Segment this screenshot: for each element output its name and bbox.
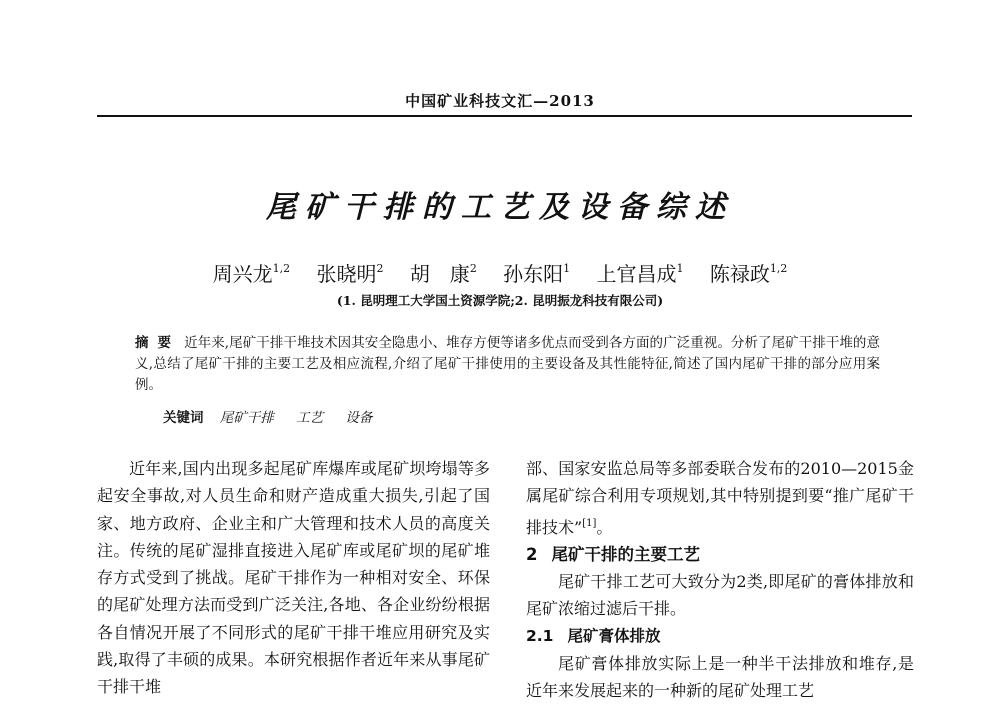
abstract-label: 摘要: [135, 335, 181, 351]
author-name: 胡 康: [409, 262, 470, 286]
subsection-number: 2.1: [526, 626, 554, 645]
author: [410, 262, 477, 286]
subsection-heading: [526, 623, 914, 650]
affiliations: (1. 昆明理工大学国土资源学院;2. 昆明振龙科技有限公司): [336, 293, 664, 308]
abstract-text: 近年来,尾矿干排干堆技术因其安全隐患小、堆存方便等诸多优点而受到各方面的广泛重视。分析了尾矿干排干堆的意义,总结了尾矿干排的主要工艺及相应流程,介绍了尾矿干排使用的主要设备及其性能特征,简述了国内尾矿干排的部分应用案例。: [135, 335, 880, 393]
author-affil-mark: 1,2: [769, 262, 788, 275]
author-name: 周兴龙: [212, 262, 273, 286]
author: [597, 262, 684, 286]
paragraph-text: 部、国家安监总局等多部委联合发布的2010—2015金属尾矿综合利用专项规划,其中特别提到要“推广尾矿干排技术”: [526, 459, 914, 537]
author-affil-mark: 1: [676, 262, 684, 275]
keyword: 尾矿干排: [219, 410, 274, 426]
paper-title: 尾矿干排的工艺及设备综述: [266, 190, 734, 225]
body-column-left: [97, 455, 490, 701]
author-affil-mark: 1,2: [272, 262, 291, 275]
section-number: 2: [526, 544, 538, 564]
running-head: 中国矿业科技文汇—2013: [405, 92, 595, 110]
author: [213, 262, 291, 286]
section-heading: [526, 541, 914, 568]
author-name: 孙东阳: [503, 262, 564, 286]
body-paragraph: 近年来,国内出现多起尾矿库爆库或尾矿坝垮塌等多起安全事故,对人员生命和财产造成重大损失,引起了国家、地方政府、企业主和广大管理和技术人员的高度关注。传统的尾矿湿排直接进入尾矿库或尾矿坝的尾矿堆存方式受到了挑战。尾矿干排作为一种相对安全、环保的尾矿处理方法而受到广泛关注,各地、各企业纷纷根据各自情况开展了不同形式的尾矿干排干堆应用研究及实践,取得了丰硕的成果。本研究根据作者近年来从事尾矿干排干堆: [97, 459, 490, 697]
author-name: 张晓明: [316, 262, 377, 286]
author-name: 陈禄政: [709, 262, 770, 286]
author-affil-mark: 1: [563, 262, 571, 275]
header-rule: [97, 115, 912, 117]
author: [503, 262, 570, 286]
body-paragraph: 尾矿膏体排放实际上是一种半干法排放和堆存,是近年来发展起来的一种新的尾矿处理工艺: [526, 654, 914, 701]
author-affil-mark: 2: [376, 262, 384, 275]
author-name: 上官昌成: [596, 262, 677, 286]
keyword: 设备: [345, 410, 373, 426]
section-title: 尾矿干排的主要工艺: [551, 544, 700, 564]
subsection-title: 尾矿膏体排放: [567, 626, 661, 645]
author: [316, 262, 383, 286]
body-column-right: [526, 455, 914, 705]
author-list: [0, 258, 1000, 287]
keywords: [163, 406, 863, 426]
keyword: 工艺: [296, 410, 324, 426]
body-paragraph: [526, 455, 914, 541]
paragraph-end: 。: [596, 517, 613, 537]
body-paragraph: 尾矿干排工艺可大致分为2类,即尾矿的膏体排放和尾矿浓缩过滤后干排。: [526, 572, 914, 619]
author: [710, 262, 788, 286]
author-affil-mark: 2: [469, 262, 477, 275]
keywords-label: 关键词: [163, 410, 204, 426]
abstract: [135, 333, 880, 396]
citation-ref: [1]: [582, 517, 597, 529]
